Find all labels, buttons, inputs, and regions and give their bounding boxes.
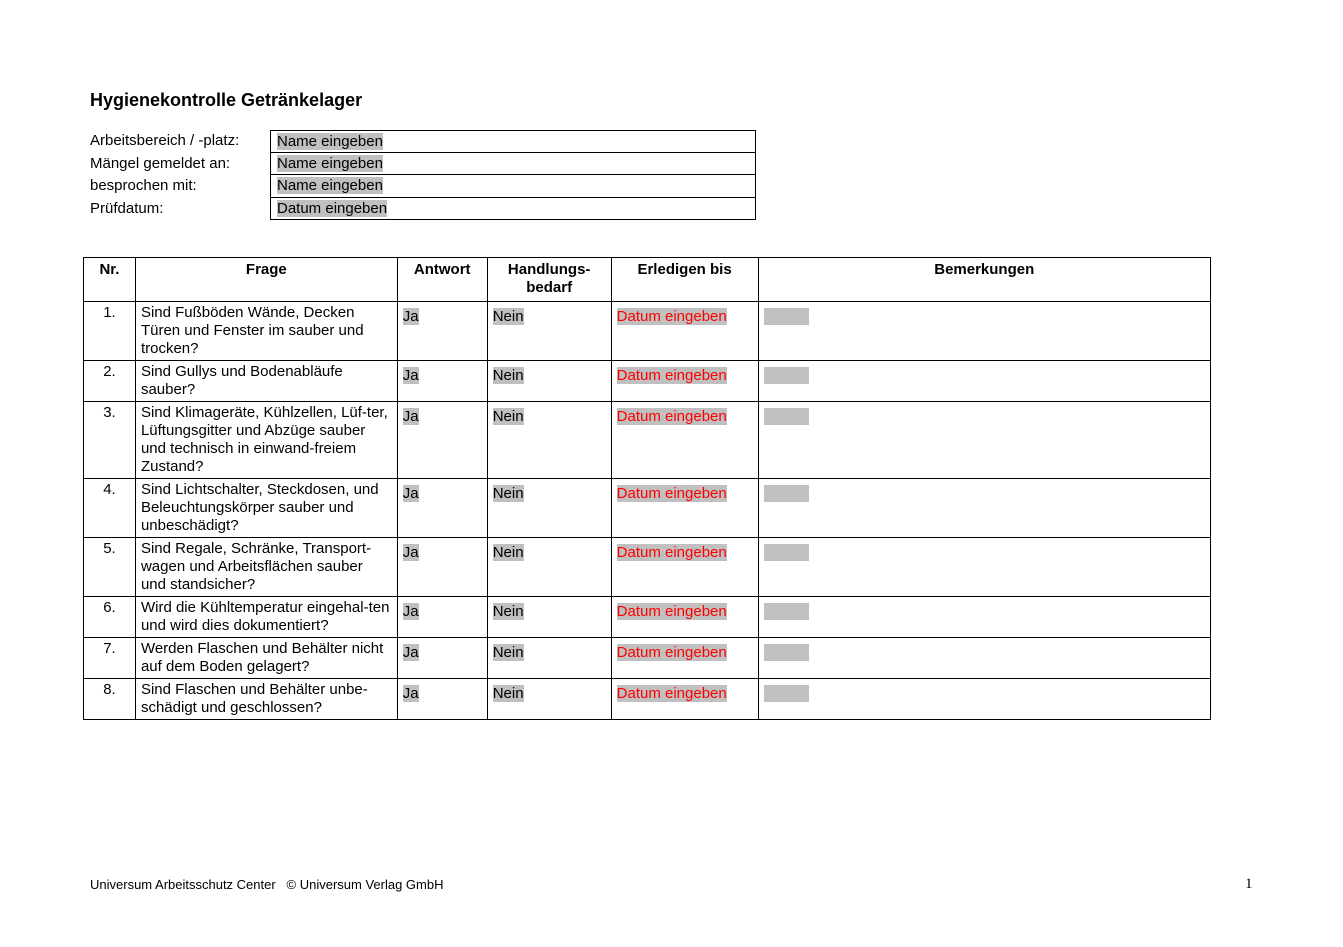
- answer-cell: [397, 402, 487, 479]
- header-bemerkungen: Bemerkungen: [758, 258, 1210, 302]
- action-cell: [487, 638, 611, 679]
- action-needed-field[interactable]: Nein: [492, 308, 524, 325]
- due-date-cell: [611, 538, 758, 597]
- answer-field[interactable]: Ja: [402, 367, 419, 384]
- answer-cell: [397, 538, 487, 597]
- remarks-cell: [758, 361, 1210, 402]
- due-date-cell: [611, 597, 758, 638]
- question-text: Sind Fußböden Wände, Decken Türen und Fenster im sauber und trocken?: [140, 304, 364, 357]
- name-field[interactable]: Name eingeben: [277, 177, 383, 194]
- answer-field[interactable]: Ja: [402, 485, 419, 502]
- row-number: [84, 302, 136, 361]
- remarks-cell: [758, 679, 1210, 720]
- action-cell: [487, 538, 611, 597]
- action-cell: [487, 479, 611, 538]
- name-field[interactable]: Name eingeben: [277, 154, 383, 172]
- page-number: 1: [1245, 876, 1253, 892]
- remarks-field[interactable]: [764, 367, 809, 384]
- remarks-field[interactable]: [764, 408, 809, 425]
- action-cell: [487, 597, 611, 638]
- action-needed-field[interactable]: Nein: [492, 485, 524, 502]
- answer-field[interactable]: Ja: [402, 408, 419, 425]
- info-box: [270, 198, 756, 221]
- action-cell: [487, 361, 611, 402]
- table-row: [84, 538, 1211, 597]
- info-box: [270, 175, 756, 198]
- footer-copyright: Universum Arbeitsschutz Center © Universum Verlag GmbH: [90, 877, 444, 892]
- info-label: Prüfdatum:: [90, 199, 164, 217]
- header-nr: Nr.: [84, 258, 136, 302]
- table-header-row: [84, 258, 1211, 302]
- question-cell: [135, 597, 397, 638]
- remarks-cell: [758, 302, 1210, 361]
- table-row: [84, 402, 1211, 479]
- remarks-cell: [758, 402, 1210, 479]
- row-number: [84, 538, 136, 597]
- question-cell: [135, 538, 397, 597]
- due-date-cell: [611, 479, 758, 538]
- row-number-text: 6.: [103, 599, 116, 616]
- due-date-field[interactable]: Datum eingeben: [616, 644, 727, 661]
- answer-field[interactable]: Ja: [402, 644, 419, 661]
- table-row: [84, 597, 1211, 638]
- row-number-text: 4.: [103, 481, 116, 498]
- question-text: Werden Flaschen und Behälter nicht auf dem Boden gelagert?: [140, 640, 384, 675]
- due-date-cell: [611, 638, 758, 679]
- question-text: Sind Flaschen und Behälter unbe-schädigt und geschlossen?: [140, 681, 368, 716]
- due-date-field[interactable]: Datum eingeben: [616, 367, 727, 384]
- row-number: [84, 361, 136, 402]
- question-text: Sind Klimageräte, Kühlzellen, Lüf-ter, Lüftungsgitter und Abzüge sauber und technisch in einwand-freiem Zustand?: [140, 404, 388, 475]
- remarks-field[interactable]: [764, 485, 809, 502]
- action-needed-field[interactable]: Nein: [492, 544, 524, 561]
- answer-cell: [397, 361, 487, 402]
- row-number-text: 3.: [103, 404, 116, 421]
- due-date-field[interactable]: Datum eingeben: [616, 308, 727, 325]
- remarks-field[interactable]: [764, 544, 809, 561]
- document-title: Hygienekontrolle Getränkelager: [90, 90, 363, 110]
- answer-cell: [397, 638, 487, 679]
- due-date-cell: [611, 679, 758, 720]
- answer-cell: [397, 479, 487, 538]
- answer-cell: [397, 302, 487, 361]
- row-number: [84, 679, 136, 720]
- action-needed-field[interactable]: Nein: [492, 408, 524, 425]
- row-number: [84, 597, 136, 638]
- table-row: [84, 302, 1211, 361]
- row-number-text: 7.: [103, 640, 116, 657]
- question-text: Wird die Kühltemperatur eingehal-ten und wird dies dokumentiert?: [140, 599, 390, 634]
- remarks-field[interactable]: [764, 308, 809, 325]
- remarks-field[interactable]: [764, 644, 809, 661]
- info-label: Mängel gemeldet an:: [90, 154, 231, 172]
- action-cell: [487, 679, 611, 720]
- answer-cell: [397, 597, 487, 638]
- info-box: [270, 153, 756, 176]
- question-text: Sind Gullys und Bodenabläufe sauber?: [140, 363, 343, 398]
- due-date-cell: [611, 402, 758, 479]
- question-cell: [135, 679, 397, 720]
- remarks-field[interactable]: [764, 685, 809, 702]
- answer-field[interactable]: Ja: [402, 685, 419, 702]
- date-field[interactable]: Datum eingeben: [277, 199, 388, 217]
- due-date-field[interactable]: Datum eingeben: [616, 485, 727, 502]
- answer-field[interactable]: Ja: [402, 308, 419, 325]
- question-cell: [135, 402, 397, 479]
- due-date-field[interactable]: Datum eingeben: [616, 544, 727, 561]
- header-frage: Frage: [135, 258, 397, 302]
- action-cell: [487, 402, 611, 479]
- question-text: Sind Regale, Schränke, Transport-wagen und Arbeitsflächen sauber und standsicher?: [140, 540, 372, 593]
- action-needed-field[interactable]: Nein: [492, 367, 524, 384]
- remarks-cell: [758, 538, 1210, 597]
- table-row: [84, 361, 1211, 402]
- table-row: [84, 638, 1211, 679]
- row-number-text: 5.: [103, 540, 116, 557]
- row-number-text: 1.: [103, 304, 116, 321]
- table-row: [84, 679, 1211, 720]
- action-needed-field[interactable]: Nein: [492, 685, 524, 702]
- row-number-text: 2.: [103, 363, 116, 380]
- action-needed-field[interactable]: Nein: [492, 644, 524, 661]
- remarks-field[interactable]: [764, 603, 809, 620]
- answer-cell: [397, 679, 487, 720]
- due-date-cell: [611, 361, 758, 402]
- remarks-cell: [758, 597, 1210, 638]
- row-number-text: 8.: [103, 681, 116, 698]
- answer-field[interactable]: Ja: [402, 544, 419, 561]
- row-number: [84, 479, 136, 538]
- info-label: Arbeitsbereich / -platz:: [90, 132, 240, 149]
- info-label: besprochen mit:: [90, 177, 197, 194]
- header-handlungsbedarf: Handlungs- bedarf: [487, 258, 611, 302]
- header-antwort: Antwort: [397, 258, 487, 302]
- answer-field[interactable]: Ja: [402, 603, 419, 620]
- due-date-field[interactable]: Datum eingeben: [616, 408, 727, 425]
- row-number: [84, 638, 136, 679]
- action-cell: [487, 302, 611, 361]
- name-field[interactable]: Name eingeben: [277, 133, 383, 150]
- info-box: [270, 130, 756, 153]
- question-text: Sind Lichtschalter, Steckdosen, und Beleuchtungskörper sauber und unbeschädigt?: [140, 481, 379, 534]
- header-erledigen-bis: Erledigen bis: [611, 258, 758, 302]
- table-row: [84, 479, 1211, 538]
- checklist-table: [83, 257, 1211, 720]
- due-date-field[interactable]: Datum eingeben: [616, 685, 727, 702]
- question-cell: [135, 302, 397, 361]
- action-needed-field[interactable]: Nein: [492, 603, 524, 620]
- row-number: [84, 402, 136, 479]
- remarks-cell: [758, 479, 1210, 538]
- remarks-cell: [758, 638, 1210, 679]
- question-cell: [135, 361, 397, 402]
- due-date-field[interactable]: Datum eingeben: [616, 603, 727, 620]
- question-cell: [135, 479, 397, 538]
- question-cell: [135, 638, 397, 679]
- due-date-cell: [611, 302, 758, 361]
